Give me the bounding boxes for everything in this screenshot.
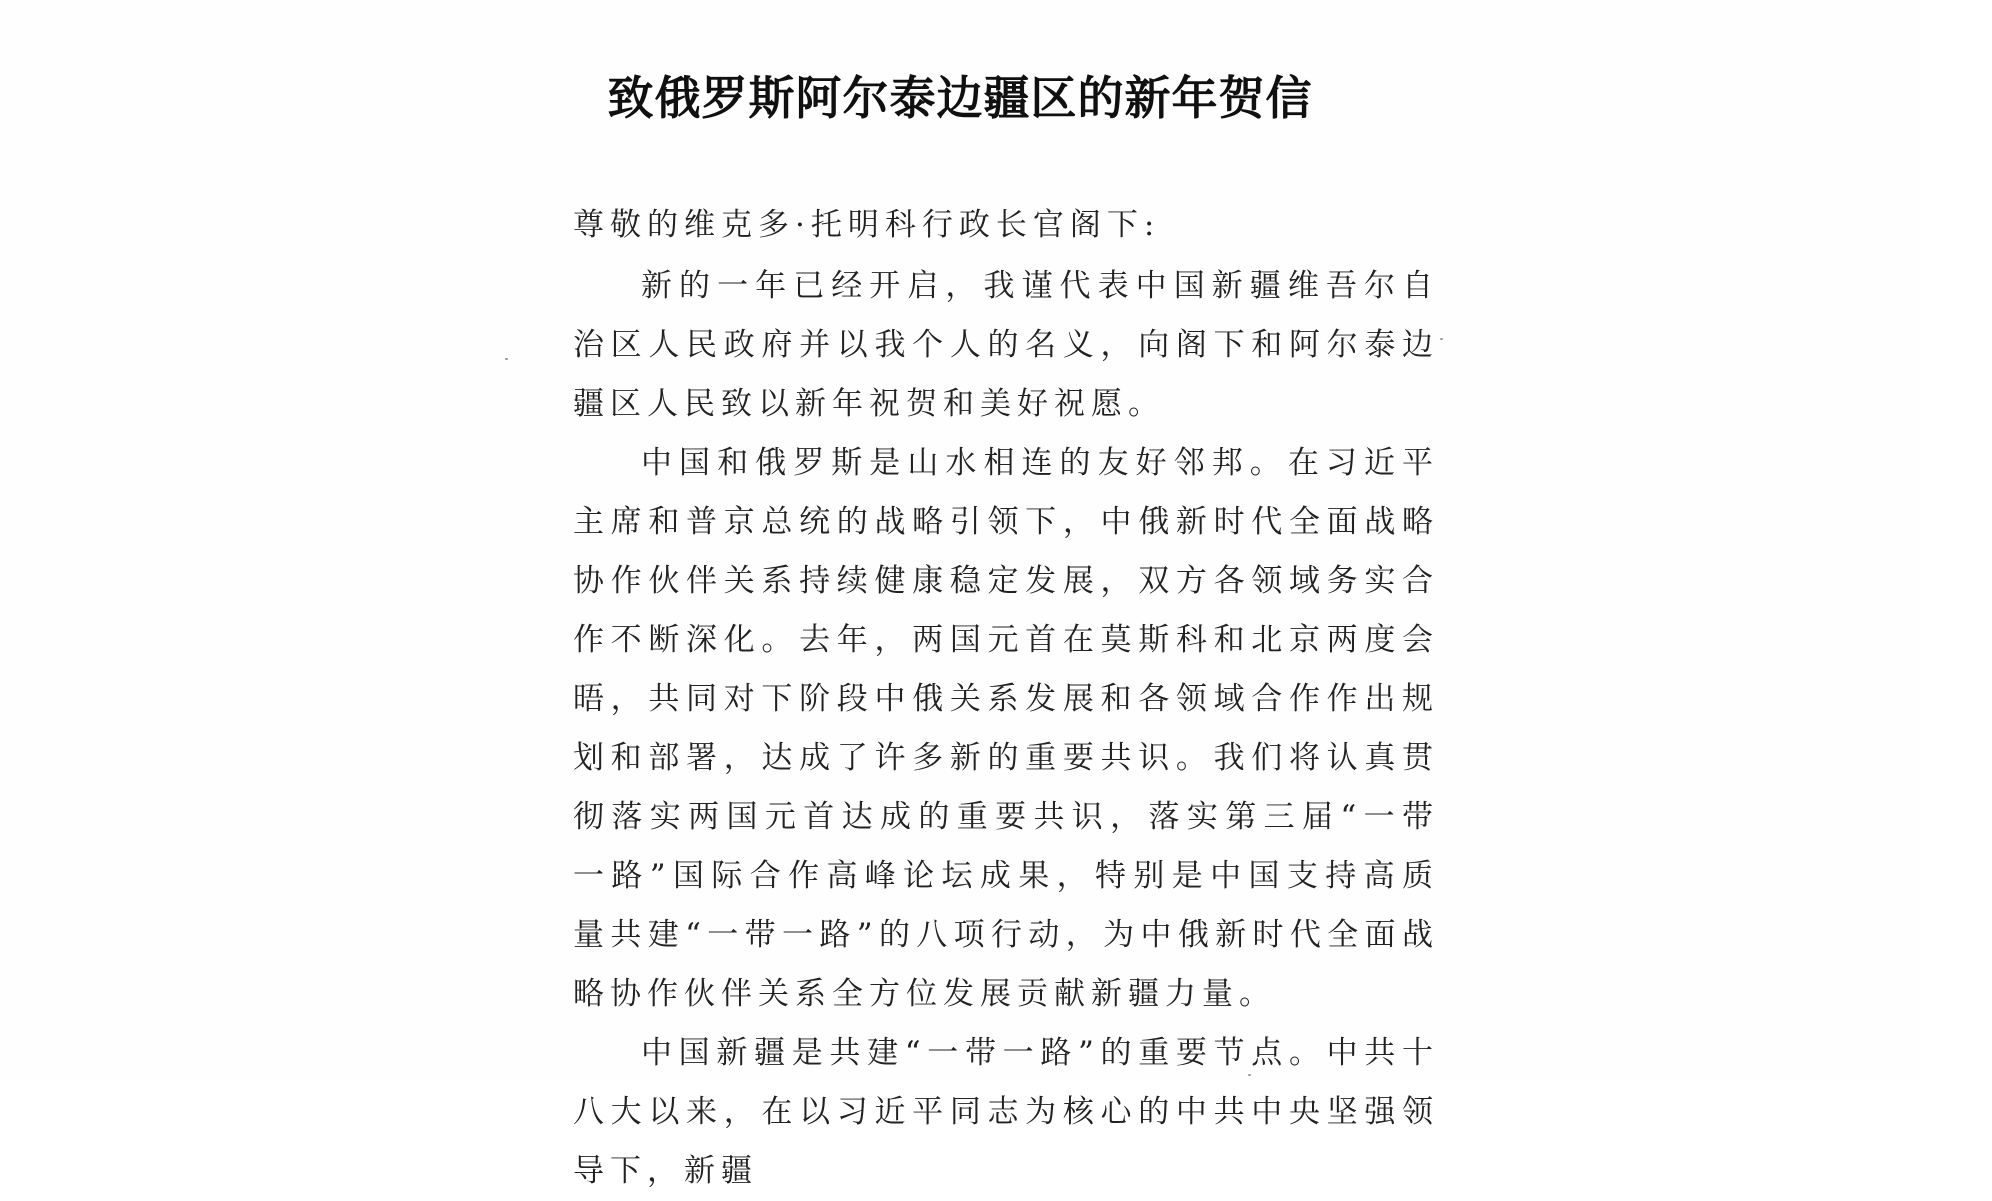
paragraph-1: 新的一年已经开启，我谨代表中国新疆维吾尔自治区人民政府并以我个人的名义，向阁下和阿尔泰边疆区人民致以新年祝贺和美好祝愿。 bbox=[573, 268, 1439, 422]
scan-speck bbox=[1248, 1074, 1251, 1076]
salutation: 尊敬的维克多·托明科行政长官阁下: bbox=[573, 207, 1161, 243]
paragraph-3: 中国新疆是共建“一带一路”的重要节点。中共十八大以来，在以习近平同志为核心的中共中央坚强领导下，新疆 bbox=[573, 1035, 1439, 1189]
letter-title-row bbox=[0, 62, 1992, 128]
paragraph-2: 中国和俄罗斯是山水相连的友好邻邦。在习近平主席和普京总统的战略引领下，中俄新时代全面战略协作伙伴关系持续健康稳定发展，双方各领域务实合作不断深化。去年，两国元首在莫斯科和北京两度会晤，共同对下阶段中俄关系发展和各领域合作作出规划和部署，达成了许多新的重要共识。我们将认真贯彻落实两国元首达成的重要共识，落实第三届“一带一路”国际合作高峰论坛成果，特别是中国支持高质量共建“一带一路”的八项行动，为中俄新时代全面战略协作伙伴关系全方位发展贡献新疆力量。 bbox=[573, 445, 1439, 1012]
letter-title: 致俄罗斯阿尔泰边疆区的新年贺信 bbox=[607, 71, 1313, 125]
letter-body bbox=[573, 196, 1439, 1201]
scan-speck bbox=[1440, 338, 1443, 340]
scan-speck bbox=[505, 358, 508, 360]
